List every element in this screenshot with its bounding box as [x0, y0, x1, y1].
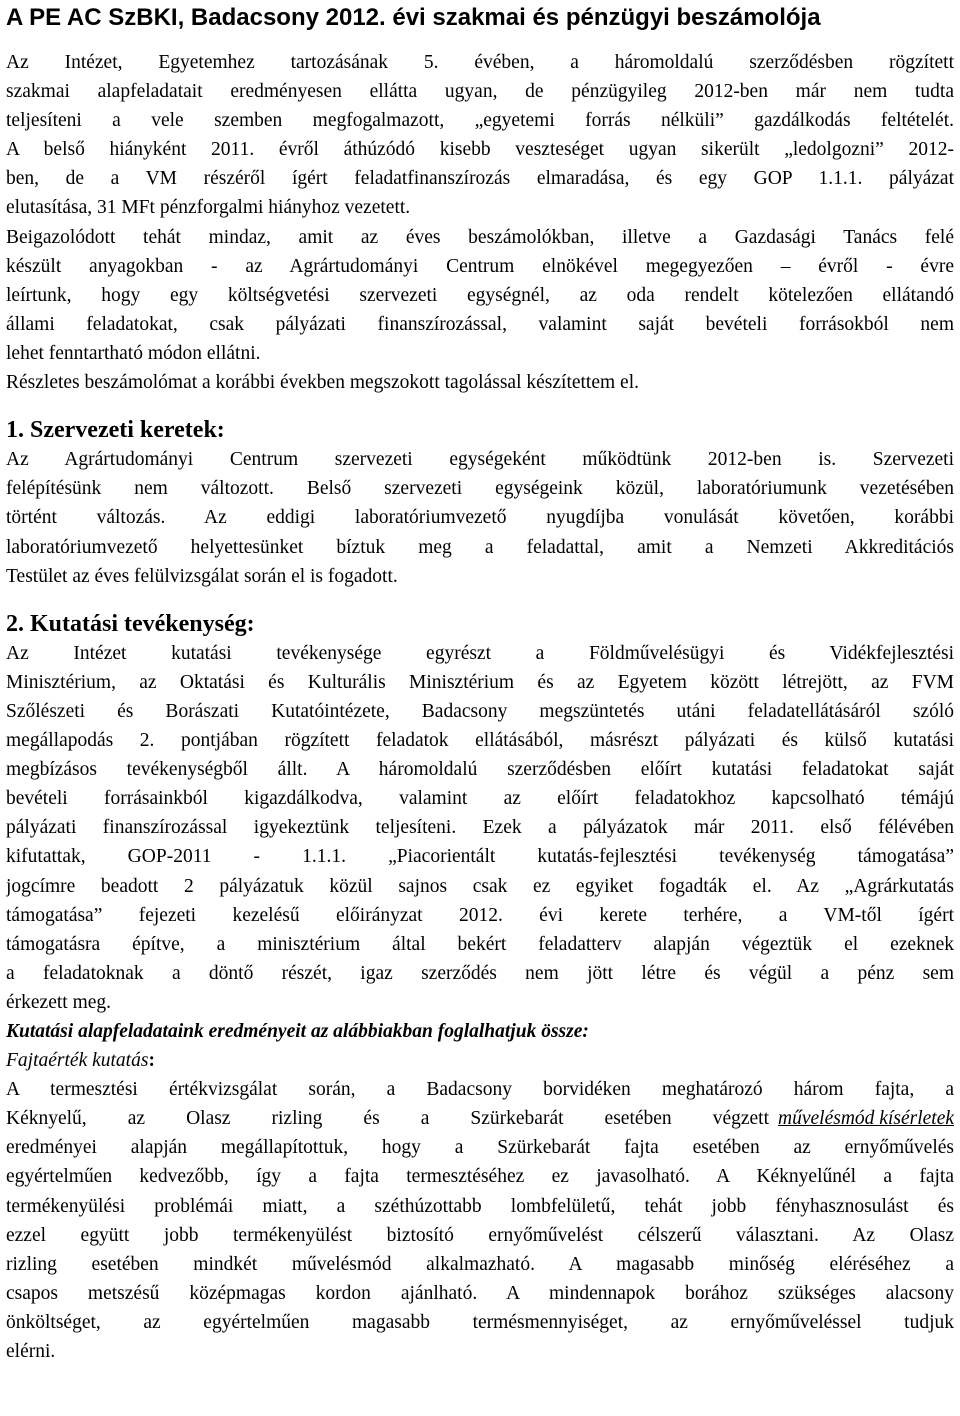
section-1-body — [6, 445, 954, 590]
text-line: laboratóriumvezető helyettesünket bíztuk meg a feladattal, amit a Nemzeti Akkreditációs — [6, 536, 954, 558]
cultivation-trials-link[interactable]: művelésmód kísérletek — [778, 1108, 954, 1130]
subsection-title: Fajtaérték kutatás — [6, 1050, 149, 1072]
text-line: Az Agrártudományi Centrum szervezeti egységeként működtünk 2012-ben is. Szervezeti — [6, 449, 954, 471]
text-line: támogatásra építve, a minisztérium által bekért feladatterv alapján végeztük el ezeknek — [6, 933, 954, 955]
document-title: A PE AC SzBKI, Badacsony 2012. évi szakmai és pénzügyi beszámolója — [6, 4, 821, 31]
text-line: a feladatoknak a döntő részét, igaz szerződés nem jött létre és végül a pénz sem — [6, 962, 954, 984]
text-line: A termesztési értékvizsgálat során, a Badacsony borvidéken meghatározó három fajta, a — [6, 1079, 954, 1101]
text-line: jogcímre beadott 2 pályázatuk közül sajnos csak ez egyiket fogadták el. Az „Agrárkutatás — [6, 875, 954, 897]
text-line: lehet fenntartható módon ellátni. — [6, 342, 261, 364]
text-line: ben, de a VM részéről ígért feladatfinanszírozás elmaradása, és egy GOP 1.1.1. pályázat — [6, 168, 954, 190]
text-line: Az Intézet kutatási tevékenysége egyrészt a Földművelésügyi és Vidékfejlesztési — [6, 642, 954, 664]
text-line: teljesíteni a vele szemben megfogalmazott, „egyetemi forrás nélküli” gazdálkodás feltételét. — [6, 110, 954, 132]
section-2-heading: 2. Kutatási tevékenység: — [6, 610, 255, 637]
text-line: kifutattak, GOP-2011 - 1.1.1. „Piacorientált kutatás-fejlesztési tevékenység támogatása” — [6, 846, 954, 868]
results-summary-heading: Kutatási alapfeladataink eredményeit az alábbiakban foglalhatjuk össze: — [6, 1021, 589, 1042]
text-line: ezzel együtt jobb termékenyülést biztosító ernyőművelést célszerű választani. Az Olasz — [6, 1224, 954, 1246]
section-1-heading: 1. Szervezeti keretek: — [6, 417, 225, 444]
subsection-heading — [6, 1046, 954, 1075]
text-line: felépítésünk nem változott. Belső szervezeti egységeink közül, laboratóriumunk vezetésében — [6, 478, 954, 500]
text-line: A belső hiányként 2011. évről áthúzódó kisebb veszteséget ugyan sikerült „ledolgozni” 2012- — [6, 139, 954, 161]
text-line: történt változás. Az eddigi laboratóriumvezető nyugdíjba vonulását követően, korábbi — [6, 507, 954, 529]
text-line: elérni. — [6, 1341, 56, 1363]
variety-research-paragraph — [6, 1075, 954, 1366]
text-line: készült anyagokban - az Agrártudományi Centrum elnökével megegyezően – évről - évre — [6, 255, 954, 277]
text-span: Kéknyelű, az Olasz rizling és a Szürkebarát esetében végzett — [6, 1108, 770, 1130]
text-line: állami feladatokat, csak pályázati finanszírozással, valamint saját bevételi forrásokból nem — [6, 313, 954, 335]
text-line: Minisztérium, az Oktatási és Kulturális Minisztérium és az Egyetem között létrejött, az FVM — [6, 671, 954, 693]
text-line: Beigazolódott tehát mindaz, amit az éves beszámolókban, illetve a Gazdasági Tanács felé — [6, 226, 954, 248]
text-line: Az Intézet, Egyetemhez tartozásának 5. évében, a háromoldalú szerződésben rögzített — [6, 52, 954, 73]
text-line: megbízásos tevékenységből állt. A háromoldalú szerződésben előírt kutatási feladatokat saját — [6, 759, 954, 781]
text-line: támogatása” fejezeti kezelésű előirányzat 2012. évi kerete terhére, a VM-től ígért — [6, 904, 954, 926]
text-line: elutasítása, 31 MFt pénzforgalmi hiányhoz vezetett. — [6, 197, 411, 219]
text-line: pályázati finanszírozással igyekeztünk teljesíteni. Ezek a pályázatok már 2011. első félévében — [6, 817, 954, 839]
text-line: eredményei alapján megállapítottuk, hogy a Szürkebarát fajta esetében az ernyőművelés — [6, 1137, 954, 1159]
subsection-colon: : — [148, 1050, 155, 1072]
text-line: érkezett meg. — [6, 991, 112, 1013]
section-2-body — [6, 639, 954, 1017]
text-line: megállapodás 2. pontjában rögzített feladatok ellátásából, másrészt pályázati és külső kutatási — [6, 730, 954, 752]
text-line: Testület az éves felülvizsgálat során el is fogadott. — [6, 565, 398, 587]
text-line: csapos metszésű középmagas kordon ajánlható. A mindennapok borához szükséges alacsony — [6, 1282, 954, 1304]
intro-paragraph-2 — [6, 223, 954, 368]
text-line — [6, 1104, 954, 1133]
text-line: szakmai alapfeladatait eredményesen ellátta ugyan, de pénzügyileg 2012-ben már nem tudta — [6, 81, 954, 103]
intro-paragraph-3: Részletes beszámolómat a korábbi években megszokott tagolással készítettem el. — [6, 372, 639, 394]
text-line: Szőlészeti és Borászati Kutatóintézete, Badacsony megszüntetés utáni feladatellátásáról szóló — [6, 700, 954, 722]
intro-paragraph-1 — [6, 48, 954, 223]
text-line: egyértelműen kedvezőbb, így a fajta termesztéséhez ez javasolható. A Kéknyelűnél a fajta — [6, 1166, 954, 1188]
text-line: bevételi forrásainkból kigazdálkodva, valamint az előírt feladatokhoz kapcsolható témájú — [6, 788, 954, 810]
text-line: leírtunk, hogy egy költségvetési szervezeti egységnél, az oda rendelt kötelezően ellátandó — [6, 284, 954, 306]
text-line: önköltséget, az egyértelműen magasabb termésmennyiséget, az ernyőműveléssel tudjuk — [6, 1311, 954, 1333]
text-line: rizling esetében mindkét művelésmód alkalmazható. A magasabb minőség eléréséhez a — [6, 1253, 954, 1275]
text-line: termékenyülési problémái miatt, a széthúzottabb lombfelületű, tehát jobb fényhasznosulást és — [6, 1195, 954, 1217]
